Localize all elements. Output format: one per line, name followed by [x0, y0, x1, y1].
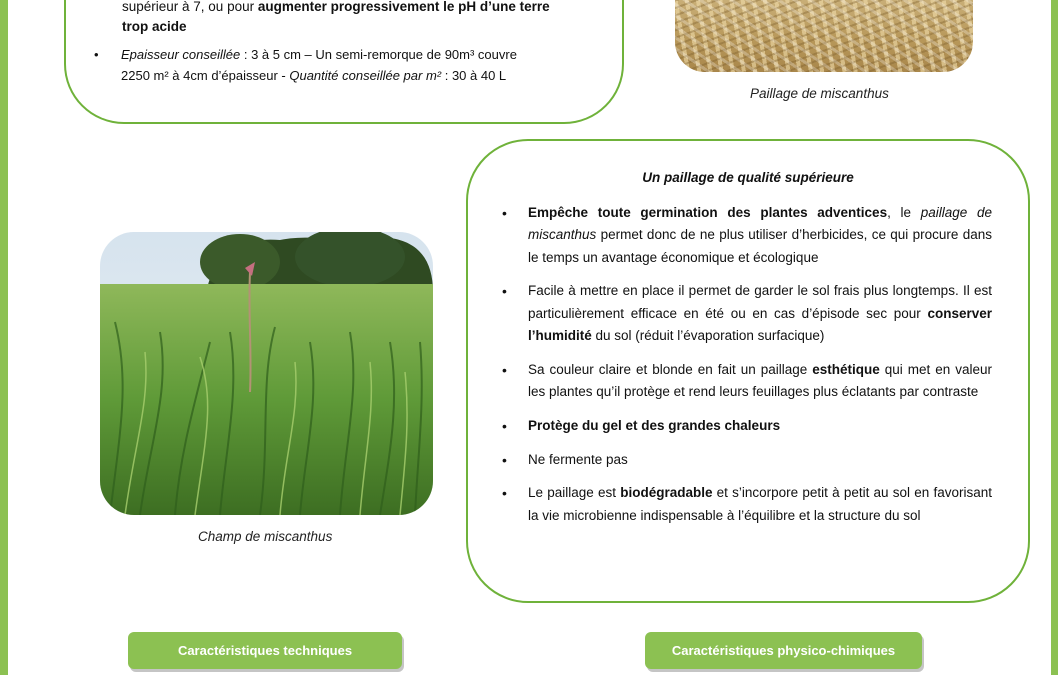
list-item: • Protège du gel et des grandes chaleurs — [502, 415, 992, 437]
top-info-text — [122, 0, 592, 37]
chips-caption: Paillage de miscanthus — [750, 86, 889, 101]
page-border-left — [0, 0, 8, 675]
quantity-text: : 30 à 40 L — [441, 68, 507, 83]
quality-list — [502, 202, 992, 539]
top-line-bold: augmenter progressivement le pH d’une terre — [257, 0, 550, 14]
list-item: • Facile à mettre en place il permet de garder le sol frais plus longtemps. Il est particulièrement efficace en été ou en cas d’épisode sec pour conserver l’humidité du sol (réduit l’évaporation surfacique) — [502, 280, 992, 347]
thickness-label: Epaisseur conseillée — [121, 47, 241, 62]
field-caption: Champ de miscanthus — [198, 529, 333, 544]
miscanthus-field-photo — [100, 232, 433, 515]
physico-chemical-characteristics-button[interactable]: Caractéristiques physico-chimiques — [645, 632, 922, 669]
list-item: • Ne fermente pas — [502, 449, 992, 471]
top-line-text: supérieur à 7, ou pour — [122, 0, 258, 14]
list-item: • Empêche toute germination des plantes adventices, le paillage de miscanthus permet donc de ne plus utiliser d’herbicides, ce qui procure dans le temps un avantage économique et écologique — [502, 202, 992, 269]
list-item: • Sa couleur claire et blonde en fait un paillage esthétique qui met en valeur les plantes qu’il protège et rend leurs feuillages plus éclatants par contraste — [502, 359, 992, 404]
top-info-box — [64, 0, 624, 124]
technical-characteristics-button[interactable]: Caractéristiques techniques — [128, 632, 402, 669]
thickness-bullet — [96, 44, 596, 86]
bullet-icon: • — [94, 47, 99, 62]
quantity-label: Quantité conseillée par m² — [289, 68, 442, 83]
list-item: • Le paillage est biodégradable et s’incorpore petit à petit au sol en favorisant la vie microbienne indispensable à l’équilibre et la structure du sol — [502, 482, 992, 527]
page-border-right — [1051, 0, 1058, 675]
quality-title: Un paillage de qualité supérieure — [642, 170, 854, 185]
top-line2-bold: trop acide — [122, 19, 187, 34]
coverage-text: 2250 m² à 4cm d’épaisseur - — [121, 68, 290, 83]
mulch-chips-photo — [675, 0, 973, 72]
thickness-text: : 3 à 5 cm – Un semi-remorque de 90m³ couvre — [240, 47, 517, 62]
